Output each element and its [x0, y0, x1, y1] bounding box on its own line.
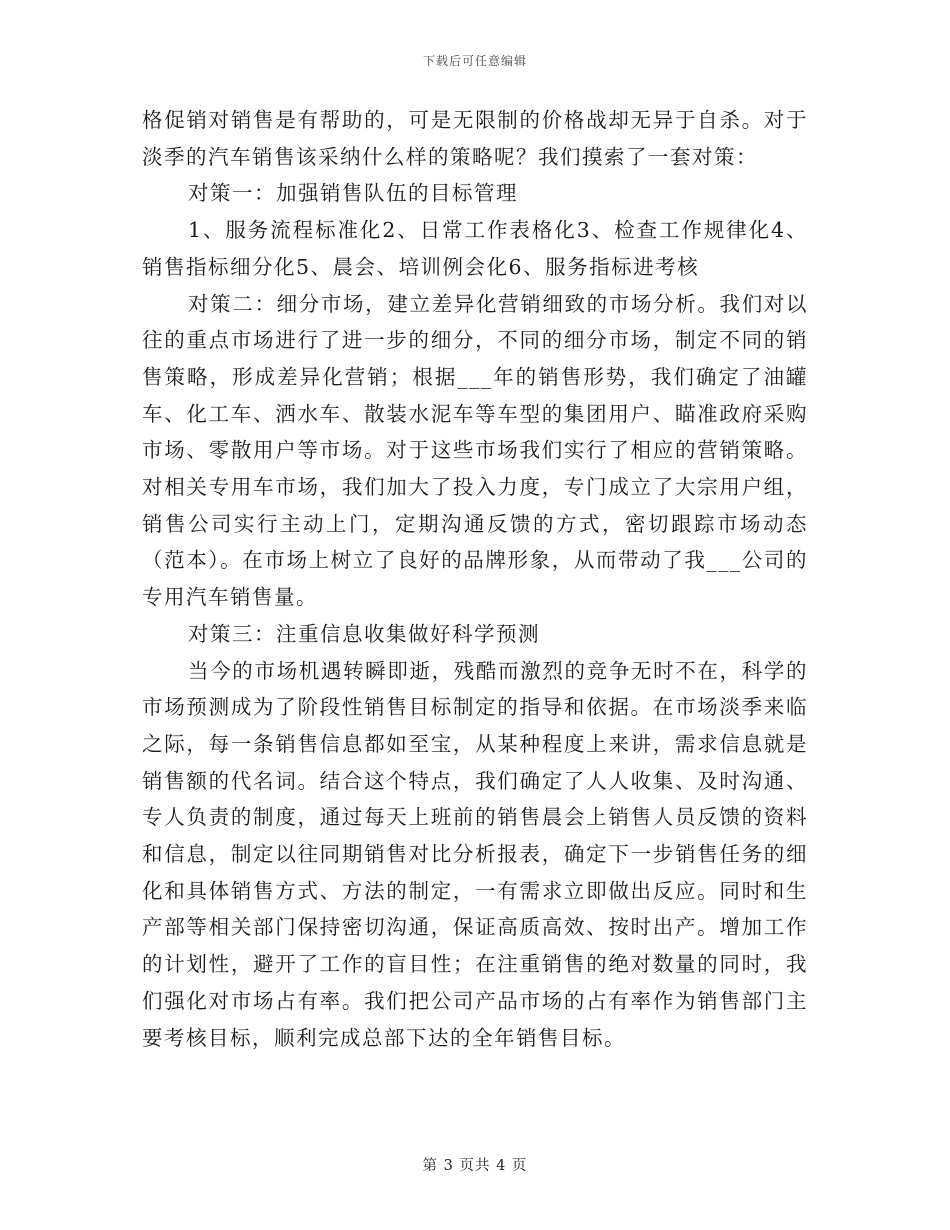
heading-strategy-one: 对策一：加强销售队伍的目标管理: [188, 181, 518, 206]
heading-strategy-three: 对策三：注重信息收集做好科学预测: [188, 621, 540, 646]
paragraph-strategy-two: 对策二：细分市场，建立差异化营销细致的市场分析。我们对以往的重点市场进行了进一步的细分，不同的细分市场，制定不同的销售策略，形成差异化营销；根据___年的销售形势，我们确定了油罐车、化工车、洒水车、散装水泥车等车型的集团用户、瞄准政府采购市场、零散用户等市场。对于这些市场我们实行了相应的营销策略。对相关专用车市场，我们加大了投入力度，专门成立了大宗用户组，销售公司实行主动上门，定期沟通反馈的方式，密切跟踪市场动态（范本）。在市场上树立了良好的品牌形象，从而带动了我___公司的专用汽车销售量。: [142, 291, 808, 610]
paragraph-strategy-one-list: 1、服务流程标准化2、日常工作表格化3、检查工作规律化4、销售指标细分化5、晨会、培训例会化6、服务指标进考核: [142, 218, 808, 279]
paragraph-strategy-three: 当今的市场机遇转瞬即逝，残酷而激烈的竞争无时不在，科学的市场预测成为了阶段性销售目标制定的指导和依据。在市场淡季来临之际，每一条销售信息都如至宝，从某种程度上来讲，需求信息就是销售额的代名词。结合这个特点，我们确定了人人收集、及时沟通、专人负责的制度，通过每天上班前的销售晨会上销售人员反馈的资料和信息，制定以往同期销售对比分析报表，确定下一步销售任务的细化和具体销售方式、方法的制定，一有需求立即做出反应。同时和生产部等相关部门保持密切沟通，保证高质高效、按时出产。增加工作的计划性，避开了工作的盲目性；在注重销售的绝对数量的同时，我们强化对市场占有率。我们把公司产品市场的占有率作为销售部门主要考核目标，顺利完成总部下达的全年销售目标。: [142, 658, 808, 1050]
page-header: 下载后可任意编辑: [422, 54, 527, 68]
document-body: [142, 102, 808, 1056]
paragraph-intro: 格促销对销售是有帮助的，可是无限制的价格战却无异于自杀。对于淡季的汽车销售该采纳什么样的策略呢？我们摸索了一套对策：: [142, 108, 808, 169]
page-footer: 第 3 页共 4 页: [422, 1158, 528, 1174]
